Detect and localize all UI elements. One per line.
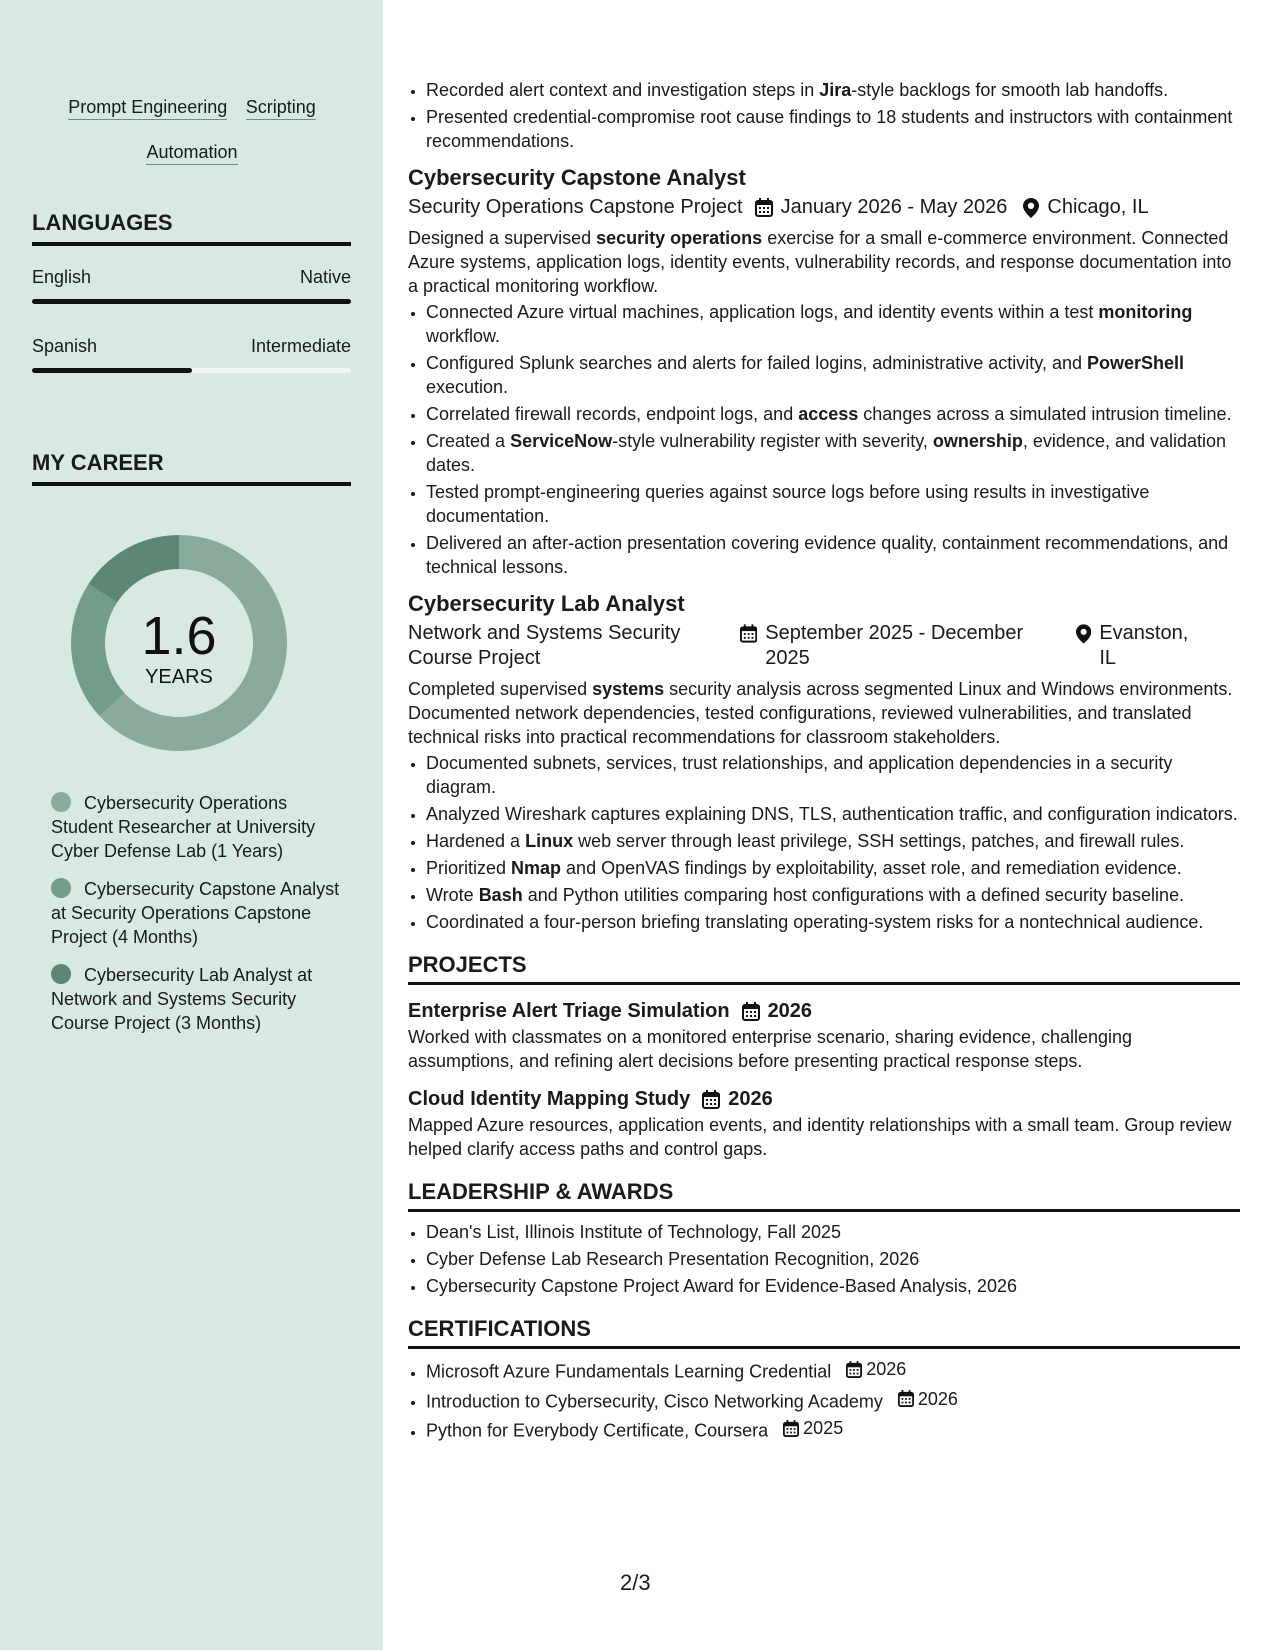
location-pin-icon [1076,624,1091,644]
job-title: Cybersecurity Capstone Analyst [408,165,746,190]
certification-year: 2026 [917,1388,958,1409]
location-pin-icon [1023,198,1039,218]
job-org: Security Operations Capstone Project [408,196,743,218]
award-item: • Cybersecurity Capstone Project Award for Evidence-Based Analysis, 2026 [426,1274,1240,1298]
skill-tag: Scripting [246,96,316,120]
page-number: 2/3 [620,1570,651,1595]
career-total: 1.6 [141,606,217,666]
project-description: Mapped Azure resources, application events, and identity relationships with a small team. Group review helped clarify access paths and control gaps. [408,1115,1232,1159]
job-location-text: Evanston, IL [1099,622,1189,669]
project-title [408,997,1240,1025]
career-legend-item [51,791,341,863]
certification-name: Python for Everybody Certificate, Coursera [426,1420,769,1441]
career-legend-label: Cybersecurity Lab Analyst at Network and Systems Security Course Project (3 Months) [51,965,313,1033]
awards-heading: LEADERSHIP & AWARDS [408,1179,1240,1212]
legend-dot-icon [51,792,71,812]
language-name: Spanish [32,336,98,356]
job-location [1023,195,1148,220]
skills-list [32,86,352,176]
certification-name: Introduction to Cybersecurity, Cisco Networking Academy [426,1391,883,1411]
career-legend-label: Cybersecurity Capstone Analyst at Security Operations Capstone Project (4 Months) [51,879,340,947]
legend-dot-icon [51,878,71,898]
bullet-item: • Configured Splunk searches and alerts for failed logins, administrative activity, and PowerShell execution. [426,351,1240,399]
language-row [32,267,351,288]
job-meta [408,195,1240,220]
language-level: Intermediate [250,336,351,356]
certification-item [426,1387,1240,1414]
donut-segment [89,535,179,603]
job-summary: Completed supervised systems security analysis across segmented Linux and Windows environments. Documented network dependencies, tested configurations, reviewed vulnerabilities, and translated technical risks into practical recommendations for classroom stakeholders. [408,679,1233,747]
bullet-item: • Documented subnets, services, trust relationships, and application dependencies in a security diagram. [426,751,1240,799]
certification-year: 2025 [803,1418,844,1438]
skill-tag: Prompt Engineering [68,96,227,120]
calendar-icon [898,1390,914,1407]
job-meta [408,621,1240,671]
awards-list [408,1220,1240,1298]
calendar-icon [783,1420,799,1437]
bullet-item: • Delivered an after-action presentation covering evidence quality, containment recommendations, and technical lessons. [426,531,1240,579]
bullet-item: • Correlated firewall records, endpoint logs, and access changes across a simulated intrusion timeline. [426,402,1240,426]
award-item: • Cyber Defense Lab Research Presentation Recognition, 2026 [426,1247,1240,1271]
calendar-icon [846,1361,862,1378]
job-dates [755,195,1008,220]
certification-year: 2026 [866,1359,907,1379]
language-row [32,336,351,357]
calendar-icon [755,198,773,217]
language-bar-fill [32,299,351,304]
job-summary: Designed a supervised security operations exercise for a small e-commerce environment. Connected Azure systems, application logs, identity events, vulnerability records, and response documentation into a practical monitoring workflow. [408,228,1232,296]
bullet-item: • Coordinated a four-person briefing translating operating-system risks for a nontechnical audience. [426,910,1240,934]
certification-item [426,1416,1240,1443]
bullet-item: • Presented credential-compromise root cause findings to 18 students and instructors with containment recommendations. [426,105,1240,153]
language-bar [32,368,351,373]
job-location [1076,621,1206,671]
award-item: • Dean's List, Illinois Institute of Technology, Fall 2025 [426,1220,1240,1244]
job-org: Network and Systems Security Course Project [408,622,681,669]
bullet-item: • Prioritized Nmap and OpenVAS findings by exploitability, asset role, and remediation evidence. [426,856,1240,880]
career-legend-item [51,963,341,1035]
skill-tag: Automation [146,141,237,165]
bullet-item: • Created a ServiceNow-style vulnerability register with severity, ownership, evidence, and validation dates. [426,429,1240,477]
bullet-item: • Analyzed Wireshark captures explaining DNS, TLS, authentication traffic, and configuration indicators. [426,802,1240,826]
bullet-item: • Wrote Bash and Python utilities comparing host configurations with a defined security baseline. [426,883,1240,907]
languages-heading: LANGUAGES [32,210,351,246]
project-title [408,1085,1240,1113]
certification-item [426,1357,1240,1384]
job-location-text: Chicago, IL [1047,196,1149,218]
project-name: Cloud Identity Mapping Study [408,1088,691,1110]
calendar-icon [740,624,757,643]
career-donut-chart [66,530,292,756]
project-name: Enterprise Alert Triage Simulation [408,1000,730,1022]
bullet-item: • Tested prompt-engineering queries against source logs before using results in investigative documentation. [426,480,1240,528]
certifications-list [408,1357,1240,1443]
bullet-item: • Connected Azure virtual machines, application logs, and identity events within a test monitoring workflow. [426,300,1240,348]
calendar-icon [702,1090,720,1109]
legend-dot-icon [51,964,71,984]
job-dates [740,621,1060,671]
project-description: Worked with classmates on a monitored enterprise scenario, sharing evidence, challenging assumptions, and refining alert decisions before presenting practical response steps. [408,1027,1133,1071]
career-heading: MY CAREER [32,450,351,486]
sidebar [0,0,383,1650]
language-level: Native [299,267,351,287]
job-bullets [408,300,1240,579]
job-bullets [408,751,1240,934]
prev-job-bullets [408,78,1240,153]
calendar-icon [742,1002,760,1021]
career-unit: YEARS [145,666,213,688]
bullet-item: • Recorded alert context and investigation steps in Jira-style backlogs for smooth lab handoffs. [426,78,1240,102]
bullet-item: • Hardened a Linux web server through least privilege, SSH settings, patches, and firewall rules. [426,829,1240,853]
project-year: 2026 [728,1088,773,1110]
projects-heading: PROJECTS [408,952,1240,985]
certification-name: Microsoft Azure Fundamentals Learning Credential [426,1361,832,1382]
main-content [408,78,1240,1446]
career-legend-item [51,877,341,949]
job-dates-text: September 2025 - December 2025 [765,622,1024,669]
donut-segment [71,584,125,716]
project-year: 2026 [767,1000,813,1022]
job-dates-text: January 2026 - May 2026 [780,196,1008,218]
language-bar [32,299,351,304]
job-title: Cybersecurity Lab Analyst [408,591,685,616]
language-bar-fill [32,368,192,373]
certifications-heading: CERTIFICATIONS [408,1316,1240,1349]
career-legend-label: Cybersecurity Operations Student Researcher at University Cyber Defense Lab (1 Years) [51,793,316,861]
language-name: English [32,267,92,287]
